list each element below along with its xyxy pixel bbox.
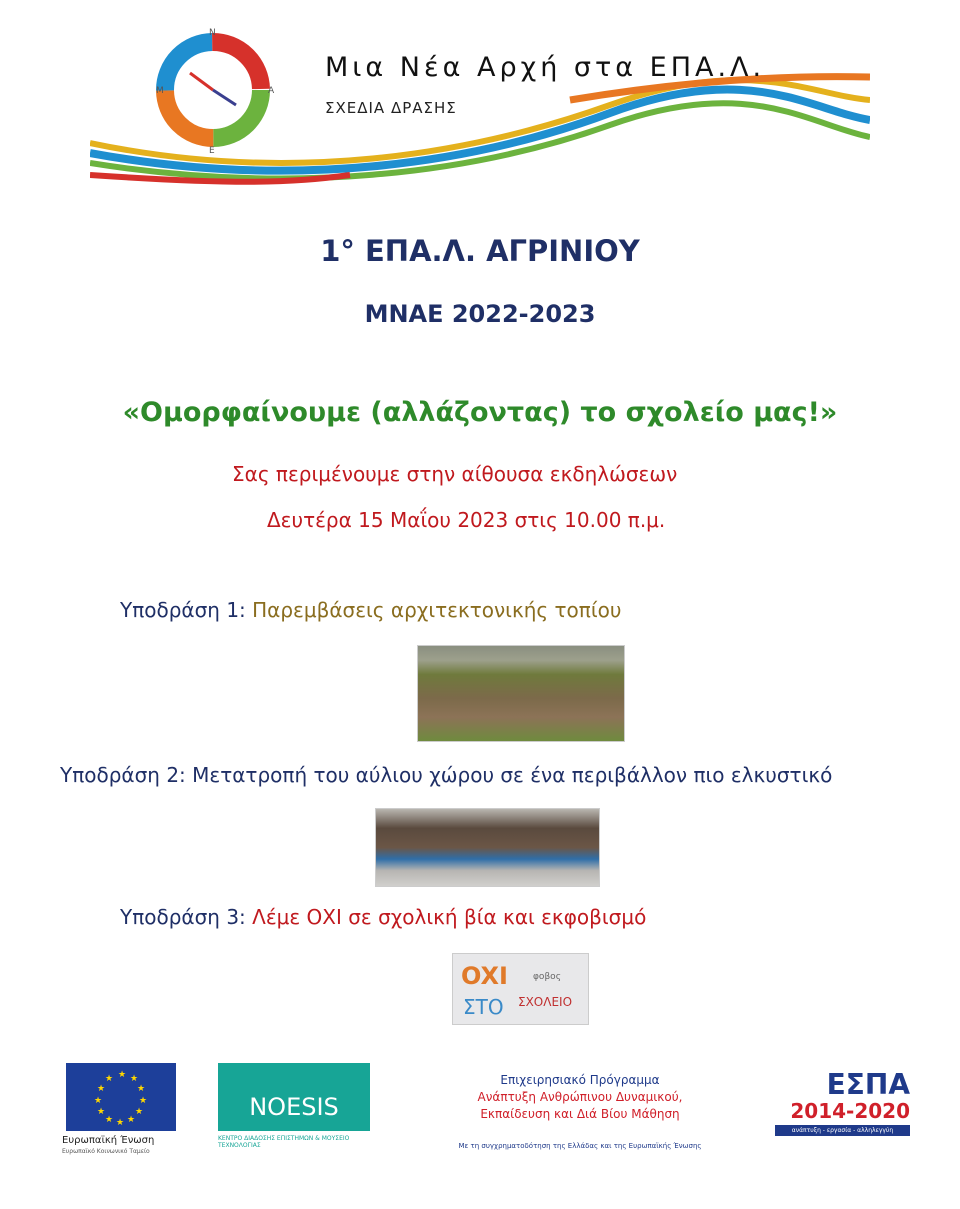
svg-text:★: ★ [105, 1074, 114, 1084]
noesis-name: NOESIS [249, 1093, 339, 1121]
subaction-text: Παρεμβάσεις αρχιτεκτονικής τοπίου [252, 598, 622, 622]
svg-text:N: N [209, 28, 216, 38]
subaction-3 [120, 905, 646, 929]
compass-logo-icon [148, 25, 288, 155]
svg-text:★: ★ [127, 1115, 136, 1125]
svg-text:★: ★ [130, 1074, 139, 1084]
event-title: «Ομορφαίνουμε (αλλάζοντας) το σχολείο μας!» [122, 397, 838, 428]
header-subtitle: ΣΧΕΔΙΑ ΔΡΑΣΗΣ [325, 99, 457, 117]
svg-text:★: ★ [94, 1096, 103, 1106]
subaction-text: Λέμε ΟΧΙ σε σχολική βία και εκφοβισμό [252, 905, 647, 929]
noesis-sub: ΚΕΝΤΡΟ ΔΙΑΔΟΣΗΣ ΕΠΙΣΤΗΜΩΝ & ΜΟΥΣΕΙΟ ΤΕΧΝΟΛΟΓΙΑΣ [218, 1135, 350, 1149]
svg-text:★: ★ [105, 1115, 114, 1125]
datetime-line: Δευτέρα 15 Μαΐου 2023 στις 10.00 π.μ. [267, 508, 666, 532]
invite-line: Σας περιμένουμε στην αίθουσα εκδηλώσεων [232, 462, 678, 486]
svg-text:φοβος: φοβος [533, 972, 561, 982]
svg-text:★: ★ [118, 1070, 127, 1080]
subaction-1 [120, 598, 621, 622]
svg-text:★: ★ [97, 1107, 106, 1117]
svg-text:Ε: Ε [209, 146, 215, 155]
anti-bullying-drawing [452, 953, 589, 1025]
eu-sub: Ευρωπαϊκό Κοινωνικό Ταμείο [62, 1148, 150, 1155]
espa-motto: ανάπτυξη - εργασία - αλληλεγγύη [775, 1125, 910, 1136]
espa-name: ΕΣΠΑ [826, 1068, 910, 1101]
program-name-1: Ανάπτυξη Ανθρώπινου Δυναμικού, [477, 1090, 683, 1104]
eu-label: Ευρωπαϊκή Ένωση [62, 1135, 155, 1146]
svg-text:★: ★ [139, 1096, 148, 1106]
cofund-text: Με τη συγχρηματοδότηση της Ελλάδας και της Ευρωπαϊκής Ένωσης [458, 1142, 702, 1150]
school-name: 1° ΕΠΑ.Λ. ΑΓΡΙΝΙΟΥ [320, 234, 640, 268]
svg-text:ΣΧΟΛΕΙΟ: ΣΧΟΛΕΙΟ [518, 995, 573, 1009]
espa-logo [775, 1070, 910, 1136]
subaction-text: Μετατροπή του αύλιου χώρου σε ένα περιβάλλον πιο ελκυστικό [192, 763, 833, 787]
svg-text:★: ★ [97, 1084, 106, 1094]
program-name-2: Εκπαίδευση και Διά Βίου Μάθηση [480, 1107, 680, 1121]
svg-text:★: ★ [135, 1107, 144, 1117]
svg-text:ΣΤΟ: ΣΤΟ [463, 995, 504, 1019]
eu-flag-logo [66, 1063, 176, 1131]
subaction-label: Υποδράση 3: [120, 905, 246, 929]
landscape-photo [417, 645, 625, 742]
svg-text:★: ★ [137, 1084, 146, 1094]
noesis-logo [218, 1063, 370, 1131]
subaction-label: Υποδράση 1: [120, 598, 246, 622]
school-year: ΜΝΑΕ 2022-2023 [364, 300, 596, 328]
svg-text:OXI: OXI [461, 962, 508, 990]
subaction-label: Υποδράση 2: [60, 763, 186, 787]
svg-text:★: ★ [116, 1118, 125, 1128]
program-label: Επιχειρησιακό Πρόγραμμα [500, 1073, 660, 1087]
svg-text:Α: Α [268, 86, 275, 96]
espa-years: 2014-2020 [790, 1099, 910, 1123]
svg-text:Μ: Μ [156, 86, 164, 96]
header-title: Μια Νέα Αρχή στα ΕΠΑ.Λ. [325, 52, 766, 83]
benches-photo [375, 808, 600, 887]
subaction-2 [60, 763, 832, 787]
